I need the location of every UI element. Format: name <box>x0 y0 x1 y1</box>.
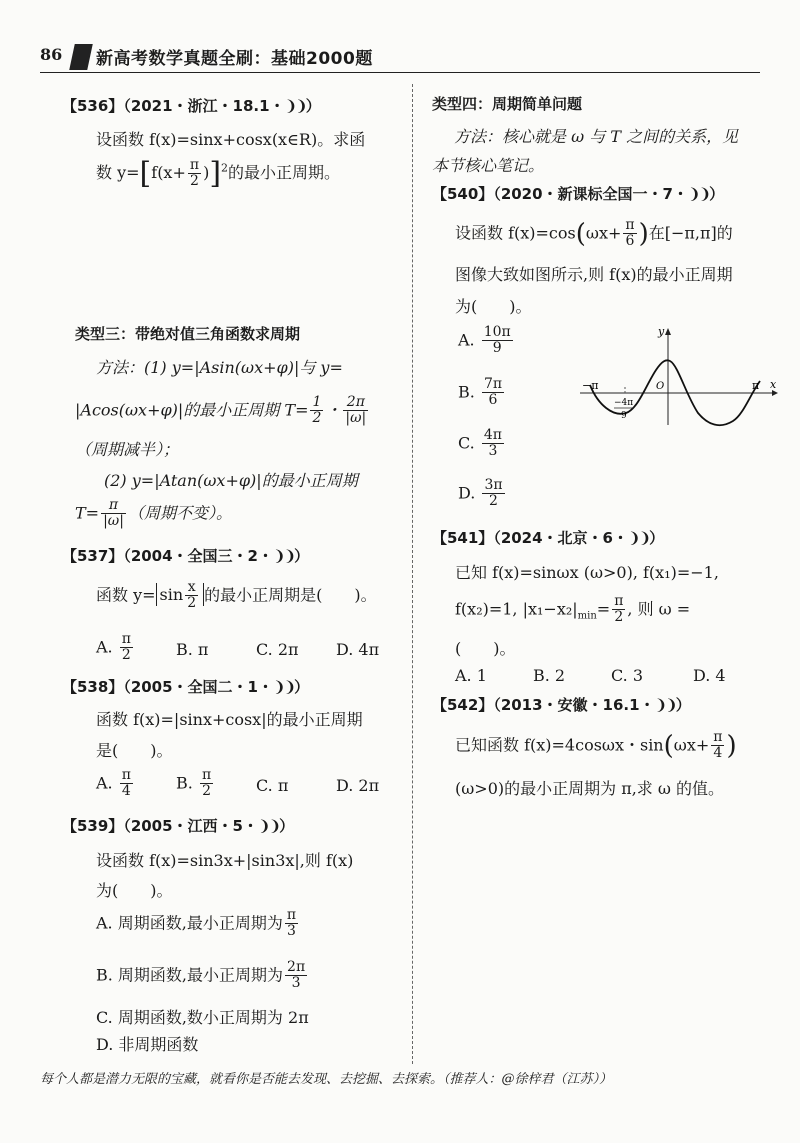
q538-heading: 【538】（2005・全国二・1・❩❩） <box>62 678 310 696</box>
q538-stem-line1: 函数 f(x)=|sinx+cosx|的最小正周期 <box>96 710 363 729</box>
type4-title: 类型四：周期简单问题 <box>432 95 583 113</box>
type4-method-line2: 本节核心笔记。 <box>432 156 545 175</box>
difficulty-icon: ❩❩ <box>628 529 650 547</box>
type4-method-line1: 方法：核心就是 ω 与 T 之间的关系，见 <box>454 127 739 146</box>
q536-stem-line2: 数 y=[f(x+ $\frac{\pi}{2}$ )]$^2$的最小正周期。 <box>96 156 341 191</box>
pi-label: π <box>752 379 760 392</box>
q540-option-c: C. $\frac{4\pi}{3}$ <box>458 427 502 460</box>
q541-option-b: B. 2 <box>533 666 566 685</box>
q540-option-a: A. $\frac{10\pi}{9}$ <box>458 324 511 357</box>
q541-stem-line3: ( )。 <box>455 639 516 658</box>
difficulty-icon: ❩❩ <box>284 97 306 115</box>
q541-option-a: A. 1 <box>455 666 487 685</box>
q538-option-b: B. $\frac{\pi}{2}$ <box>176 767 212 800</box>
difficulty-icon: ❩❩ <box>688 185 710 203</box>
q541-heading: 【541】（2024・北京・6・❩❩） <box>432 529 665 547</box>
q537-heading: 【537】（2004・全国三・2・❩❩） <box>62 547 310 565</box>
tick-neg-4pi-9-numerator: −4π <box>614 398 634 408</box>
type3-method-line3: （周期减半）； <box>75 440 180 459</box>
header-rule <box>40 72 760 73</box>
q536-heading: 【536】（2021・浙江・18.1・❩❩） <box>62 97 321 115</box>
page-number: 86 <box>40 45 63 64</box>
origin-label: O <box>656 381 665 392</box>
q539-heading: 【539】（2005・江西・5・❩❩） <box>62 817 295 835</box>
q540-stem-line1: 设函数 f(x)=cos(ωx+ $\frac{\pi}{6}$ )在[−π,π]的 <box>455 217 733 250</box>
q539-option-d: D. 非周期函数 <box>96 1035 199 1054</box>
q538-option-d: D. 2π <box>336 776 380 795</box>
q539-option-b: B. 周期函数,最小正周期为 $\frac{2\pi}{3}$ <box>96 959 306 992</box>
q536-stem-line1: 设函数 f(x)=sinx+cosx(x∈R)。求函 <box>96 130 366 149</box>
q537-option-a: A. $\frac{\pi}{2}$ <box>96 631 131 664</box>
q540-option-d: D. $\frac{3\pi}{2}$ <box>458 477 503 510</box>
q540-stem-line2: 图像大致如图所示,则 f(x)的最小正周期 <box>455 265 733 284</box>
q539-stem-line1: 设函数 f(x)=sin3x+|sin3x|,则 f(x) <box>96 851 354 870</box>
column-divider <box>412 84 413 1064</box>
cosine-graph <box>578 325 780 430</box>
q538-stem-line2: 是( )。 <box>96 741 173 760</box>
q539-stem-line2: 为( )。 <box>96 881 173 900</box>
q542-stem-line2: (ω>0)的最小正周期为 π,求 ω 的值。 <box>455 779 725 798</box>
y-axis-arrow <box>665 328 671 335</box>
difficulty-icon: ❩❩ <box>258 817 280 835</box>
y-label: y <box>658 325 665 338</box>
x-label: x <box>770 378 777 391</box>
type3-method-line1: 方法：(1) y=|Asin(ωx+φ)|与 y= <box>96 358 343 377</box>
type3-method-line5: T= $\frac{\pi}{|\omega|}$ （周期不变）。 <box>75 497 232 530</box>
q537-option-c: C. 2π <box>256 640 299 659</box>
type3-method-line4: (2) y=|Atan(ωx+φ)|的最小正周期 <box>104 471 358 490</box>
q538-option-a: A. $\frac{\pi}{4}$ <box>96 767 131 800</box>
q541-stem-line2: f(x₂)=1, $|x_1-x_2|_{min}=$ $\frac{\pi}{2}$ , 则 ω = <box>455 593 691 626</box>
q537-stem: 函数 y= sin $\frac{x}{2}$ 的最小正周期是( )。 <box>96 579 377 612</box>
tick-neg-4pi-9-denominator: 9 <box>621 411 627 421</box>
q542-heading: 【542】（2013・安徽・16.1・❩❩） <box>432 696 691 714</box>
q542-stem-line1: 已知函数 f(x)=4cosωx・sin(ωx+ $\frac{\pi}{4}$ ) <box>455 729 737 762</box>
q540-option-b: B. $\frac{7\pi}{6}$ <box>458 376 503 409</box>
q540-heading: 【540】（2020・新课标全国一・7・❩❩） <box>432 185 725 203</box>
q539-option-a: A. 周期函数,最小正周期为 $\frac{\pi}{3}$ <box>96 907 297 940</box>
q537-option-b: B. π <box>176 640 209 659</box>
header-decor-bar <box>69 44 93 70</box>
type3-method-line2: |Acos(ωx+φ)|的最小正周期 T= $\frac{1}{2}$ ・ $\frac{2\pi}{|\omega|}$ <box>75 394 367 427</box>
q541-option-d: D. 4 <box>693 666 726 685</box>
q537-option-d: D. 4π <box>336 640 380 659</box>
footer-quote: 每个人都是潜力无限的宝藏，就看你是否能去发现、去挖掘、去探索。（推荐人：@徐梓君（江苏）） <box>40 1072 613 1087</box>
type3-title: 类型三：带绝对值三角函数求周期 <box>75 325 301 343</box>
q541-option-c: C. 3 <box>611 666 644 685</box>
q538-option-c: C. π <box>256 776 289 795</box>
difficulty-icon: ❩❩ <box>273 547 295 565</box>
q539-option-c: C. 周期函数,数小正周期为 2π <box>96 1008 309 1027</box>
q540-stem-line3: 为( )。 <box>455 297 532 316</box>
neg-pi-label: −π <box>582 379 599 392</box>
difficulty-icon: ❩❩ <box>654 696 676 714</box>
difficulty-icon: ❩❩ <box>273 678 295 696</box>
q541-stem-line1: 已知 f(x)=sinωx (ω>0), f(x₁)=−1, <box>455 563 719 582</box>
book-title: 新高考数学真题全刷：基础2000题 <box>96 49 373 69</box>
